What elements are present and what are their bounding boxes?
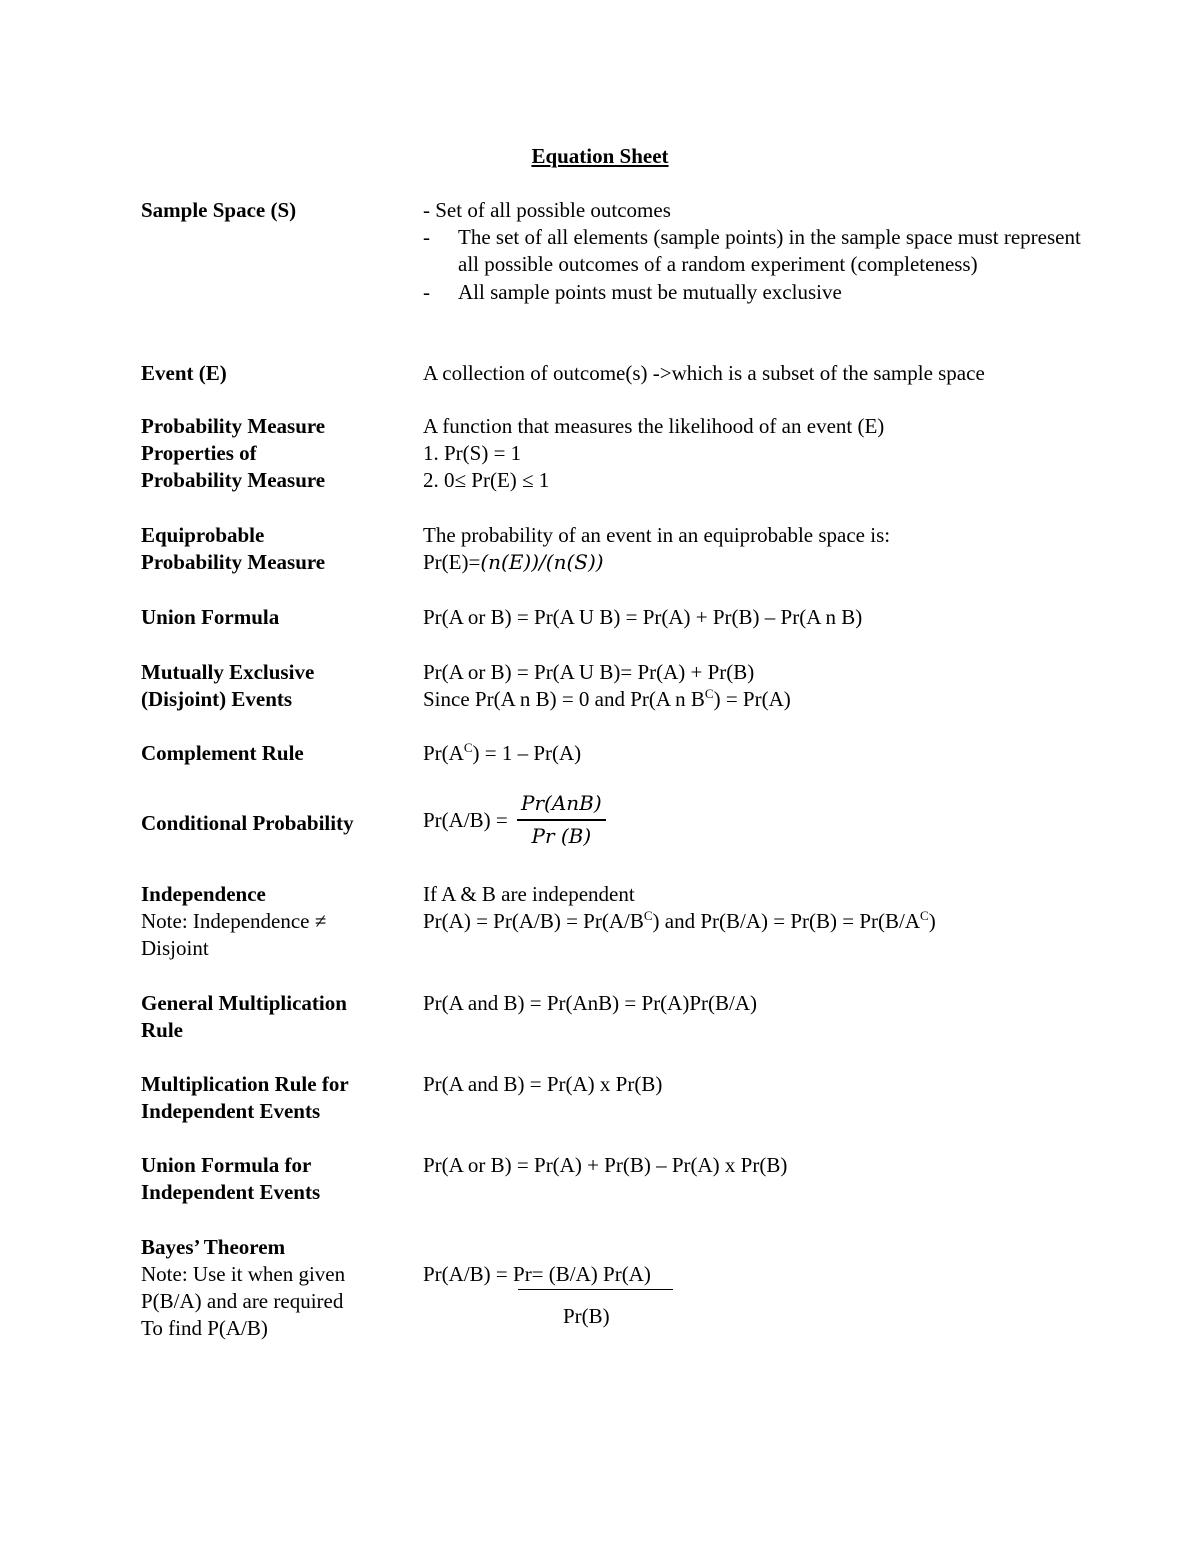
conditional-denominator: Pr (B) bbox=[531, 824, 592, 848]
complement-superscript: C bbox=[463, 740, 473, 755]
property-2: 2. 0≤ Pr(E) ≤ 1 bbox=[423, 468, 550, 492]
probability-measure-definition: A function that measures the likelihood of an event (E) bbox=[423, 414, 885, 438]
label-probability-measure-2: Probability Measure bbox=[141, 468, 326, 492]
bayes-denominator: Pr(B) bbox=[563, 1304, 610, 1328]
independence-condition: If A & B are independent bbox=[423, 882, 635, 906]
equiprobable-formula-prefix: Pr(E)= bbox=[423, 550, 481, 574]
sample-space-bullet-2 bbox=[423, 279, 1083, 306]
label-sample-space: Sample Space (S) bbox=[141, 198, 297, 222]
since-text-b: ) = Pr(A) bbox=[713, 687, 791, 711]
bayes-fraction-bar bbox=[518, 1289, 673, 1290]
equiprobable-formula bbox=[423, 549, 1083, 576]
label-mutually-exclusive: Mutually Exclusive bbox=[141, 660, 315, 684]
label-union-formula-for: Union Formula for bbox=[141, 1153, 312, 1177]
since-text-a: Since Pr(A n B) = 0 and Pr(A n B bbox=[423, 687, 705, 711]
general-multiplication-formula: Pr(A and B) = Pr(AnB) = Pr(A)Pr(B/A) bbox=[423, 991, 758, 1015]
label-bayes: Bayes’ Theorem bbox=[141, 1235, 286, 1259]
label-rule: Rule bbox=[141, 1018, 183, 1042]
page-title: Equation Sheet bbox=[531, 144, 669, 168]
complement-superscript: C bbox=[920, 908, 929, 923]
indep-text-c: ) bbox=[928, 909, 936, 933]
conditional-prefix: Pr(A/B) = bbox=[423, 807, 508, 832]
label-event: Event (E) bbox=[141, 361, 227, 385]
sample-space-bullet-1 bbox=[423, 224, 1083, 278]
label-conditional: Conditional Probability bbox=[141, 811, 354, 835]
label-properties-of: Properties of bbox=[141, 441, 257, 465]
bayes-note-3: To find P(A/B) bbox=[141, 1316, 268, 1340]
bayes-note-2: P(B/A) and are required bbox=[141, 1289, 344, 1313]
union-independent-formula: Pr(A or B) = Pr(A) + Pr(B) – Pr(A) x Pr(B) bbox=[423, 1153, 788, 1177]
complement-superscript: C bbox=[643, 908, 653, 923]
mutually-exclusive-formula: Pr(A or B) = Pr(A U B)= Pr(A) + Pr(B) bbox=[423, 660, 755, 684]
label-union: Union Formula bbox=[141, 605, 280, 629]
indep-text-a: Pr(A) = Pr(A/B) = Pr(A/B bbox=[423, 909, 644, 933]
conditional-fraction bbox=[517, 790, 606, 850]
complement-text-b: ) = 1 – Pr(A) bbox=[472, 741, 582, 765]
bayes-numerator-line: Pr(A/B) = Pr= (B/A) Pr(A) bbox=[423, 1262, 651, 1286]
complement-superscript: C bbox=[704, 686, 714, 701]
equiprobable-definition: The probability of an event in an equiprobable space is: bbox=[423, 523, 891, 547]
equiprobable-formula-math: (n(E))/(n(S)) bbox=[480, 550, 604, 574]
label-complement: Complement Rule bbox=[141, 741, 304, 765]
complement-formula bbox=[423, 740, 1083, 767]
label-general-multiplication: General Multiplication bbox=[141, 991, 347, 1015]
label-independent-events-2: Independent Events bbox=[141, 1180, 321, 1204]
conditional-numerator: Pr(AnB) bbox=[517, 790, 606, 821]
independence-note-2: Disjoint bbox=[141, 936, 209, 960]
multiplication-independent-formula: Pr(A and B) = Pr(A) x Pr(B) bbox=[423, 1072, 663, 1096]
event-definition: A collection of outcome(s) ->which is a subset of the sample space bbox=[423, 361, 985, 385]
bullet-dash: - bbox=[423, 225, 430, 249]
union-formula: Pr(A or B) = Pr(A U B) = Pr(A) + Pr(B) – Pr(A n B) bbox=[423, 605, 863, 629]
label-multiplication-rule-for: Multiplication Rule for bbox=[141, 1072, 349, 1096]
label-independent-events: Independent Events bbox=[141, 1099, 321, 1123]
label-disjoint-events: (Disjoint) Events bbox=[141, 687, 293, 711]
independence-formula bbox=[423, 908, 1083, 935]
independence-note-1: Note: Independence ≠ bbox=[141, 909, 327, 933]
bayes-note-1: Note: Use it when given bbox=[141, 1262, 346, 1286]
complement-text-a: Pr(A bbox=[423, 741, 464, 765]
bullet-dash: - bbox=[423, 280, 430, 304]
label-probability-measure: Probability Measure bbox=[141, 414, 326, 438]
label-equiprobable: Equiprobable bbox=[141, 523, 265, 547]
sample-space-bullet-1-text: The set of all elements (sample points) in the sample space must represent all possible outcomes of a random experiment (completeness) bbox=[458, 225, 1081, 276]
property-1: 1. Pr(S) = 1 bbox=[423, 441, 522, 465]
indep-text-b: ) and Pr(B/A) = Pr(B) = Pr(B/A bbox=[652, 909, 921, 933]
mutually-exclusive-since bbox=[423, 686, 1083, 713]
label-equiprobable-2: Probability Measure bbox=[141, 550, 326, 574]
label-independence: Independence bbox=[141, 882, 266, 906]
sample-space-definition: - Set of all possible outcomes bbox=[423, 198, 671, 222]
sample-space-bullet-2-text: All sample points must be mutually exclusive bbox=[458, 280, 842, 304]
